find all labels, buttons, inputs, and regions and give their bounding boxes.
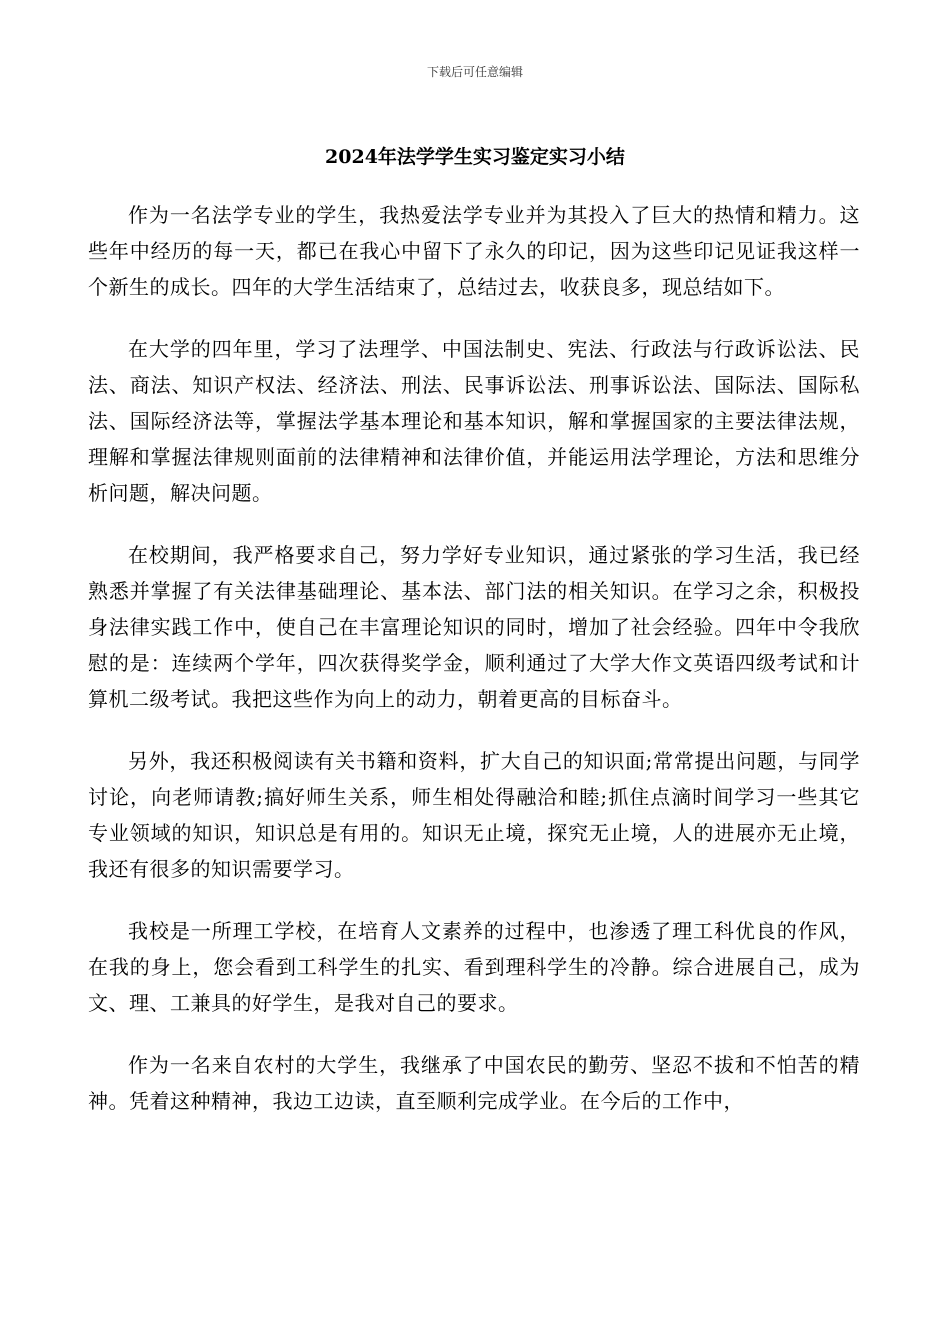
document-body [88, 197, 860, 1145]
page-header-note: 下载后可任意编辑 [426, 65, 523, 79]
document-title: 2024年法学学生实习鉴定实习小结 [325, 146, 625, 168]
paragraph-intro: 作为一名法学专业的学生，我热爱法学专业并为其投入了巨大的热情和精力。这些年中经历的每一天，都已在我心中留下了永久的印记，因为这些印记见证我这样一个新生的成长。四年的大学生活结束了，总结过去，收获良多，现总结如下。 [88, 203, 860, 299]
paragraph-study: 在校期间，我严格要求自己，努力学好专业知识，通过紧张的学习生活，我已经熟悉并掌握了有关法律基础理论、基本法、部门法的相关知识。在学习之余，积极投身法律实践工作中，使自己在丰富理论知识的同时，增加了社会经验。四年中令我欣慰的是：连续两个学年，四次获得奖学金，顺利通过了大学大作文英语四级考试和计算机二级考试。我把这些作为向上的动力，朝着更高的目标奋斗。 [88, 543, 860, 711]
paragraph-school: 我校是一所理工学校，在培育人文素养的过程中，也渗透了理工科优良的作风，在我的身上，您会看到工科学生的扎实、看到理科学生的冷静。综合进展自己，成为文、理、工兼具的好学生，是我对自己的要求。 [88, 919, 860, 1015]
paragraph-reading: 另外，我还积极阅读有关书籍和资料，扩大自己的知识面;常常提出问题，与同学讨论，向老师请教;搞好师生关系，师生相处得融洽和睦;抓住点滴时间学习一些其它专业领域的知识，知识总是有用的。知识无止境，探究无止境，人的进展亦无止境，我还有很多的知识需要学习。 [88, 749, 860, 881]
paragraph-rural: 作为一名来自农村的大学生，我继承了中国农民的勤劳、坚忍不拔和不怕苦的精神。凭着这种精神，我边工边读，直至顺利完成学业。在今后的工作中， [88, 1053, 860, 1113]
paragraph-courses: 在大学的四年里，学习了法理学、中国法制史、宪法、行政法与行政诉讼法、民法、商法、知识产权法、经济法、刑法、民事诉讼法、刑事诉讼法、国际法、国际私法、国际经济法等，掌握法学基本理论和基本知识，解和掌握国家的主要法律法规，理解和掌握法律规则面前的法律精神和法律价值，并能运用法学理论，方法和思维分析问题，解决问题。 [88, 337, 860, 505]
